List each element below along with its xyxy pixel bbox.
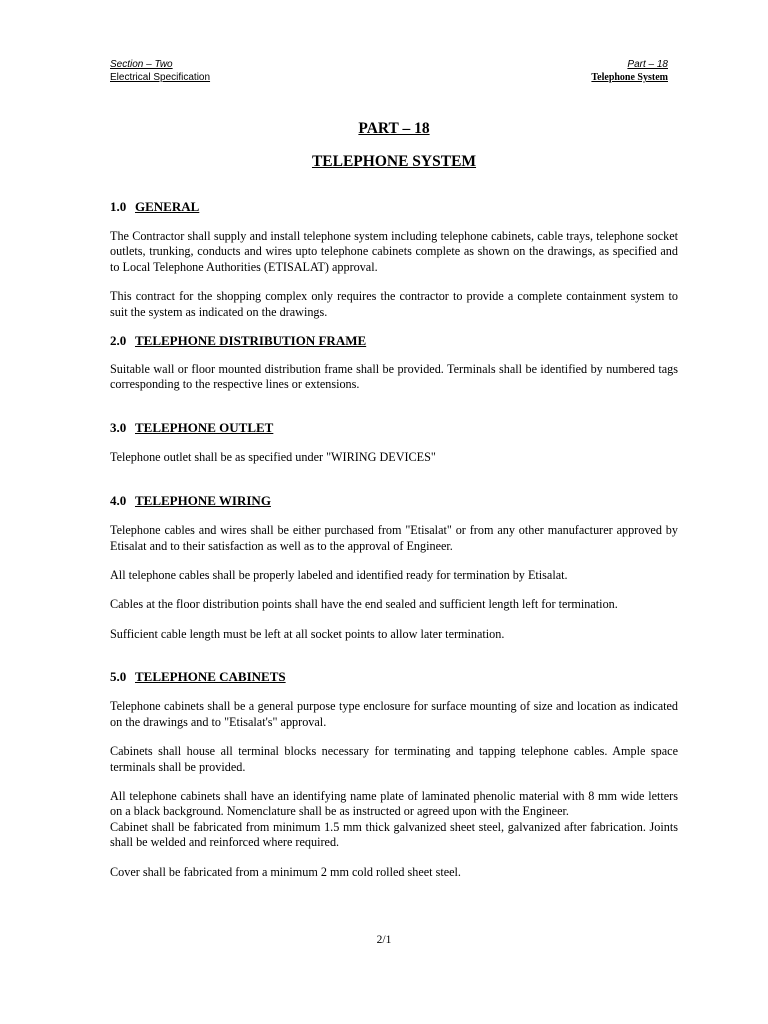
section-title: TELEPHONE WIRING bbox=[135, 493, 271, 509]
section-heading-general bbox=[110, 199, 678, 215]
paragraph: This contract for the shopping complex only requires the contractor to provide a complete containment system to suit the system as indicated on the drawings. bbox=[110, 289, 678, 319]
section-number: 3.0 bbox=[110, 419, 127, 435]
paragraph: Cover shall be fabricated from a minimum 2 mm cold rolled sheet steel. bbox=[110, 864, 461, 879]
header-part-label: Part – 18 bbox=[627, 59, 668, 70]
section-heading-outlet bbox=[110, 420, 678, 436]
header-spec-label: Electrical Specification bbox=[110, 72, 211, 83]
section-number: 1.0 bbox=[110, 199, 127, 214]
paragraph: Cabinets shall house all terminal blocks necessary for terminating and tapping telephone cables. Ample space terminals shall be provided. bbox=[110, 744, 678, 774]
section-heading-cabinets bbox=[110, 669, 678, 685]
part-title: PART – 18 bbox=[358, 120, 430, 137]
section-number: 5.0 bbox=[110, 669, 127, 685]
section-title: TELEPHONE DISTRIBUTION FRAME bbox=[135, 333, 367, 349]
section-title: GENERAL bbox=[135, 199, 200, 214]
paragraph: All telephone cabinets shall have an identifying name plate of laminated phenolic material with 8 mm wide letters on a black background. Nomenclature shall be as instructed or agreed upon with the Engineer. bbox=[110, 788, 678, 819]
paragraph: Suitable wall or floor mounted distribution frame shall be provided. Terminals shall be identified by numbered tags corresponding to the respective lines or extensions. bbox=[110, 362, 678, 392]
paragraph: Sufficient cable length must be left at all socket points to allow later termination. bbox=[110, 626, 505, 641]
section-heading-distribution-frame bbox=[110, 333, 678, 349]
section-number: 2.0 bbox=[110, 333, 127, 349]
section-title: TELEPHONE CABINETS bbox=[135, 669, 286, 685]
paragraph: All telephone cables shall be properly labeled and identified ready for termination by Etisalat. bbox=[110, 568, 568, 583]
section-heading-wiring bbox=[110, 493, 678, 509]
paragraph: Telephone outlet shall be as specified under "WIRING DEVICES" bbox=[110, 449, 436, 464]
page-header-row-2 bbox=[110, 71, 678, 84]
page-number: 2/1 bbox=[376, 934, 392, 946]
paragraph: Telephone cables and wires shall be either purchased from "Etisalat" or from any other manufacturer approved by Etisalat and to their satisfaction as well as to the approval of Engineer. bbox=[110, 523, 678, 553]
paragraph: Cables at the floor distribution points shall have the end sealed and sufficient length left for termination. bbox=[110, 597, 618, 612]
paragraph: Telephone cabinets shall be a general purpose type enclosure for surface mounting of size and location as indicated on the drawings and to "Etisalat's" approval. bbox=[110, 699, 678, 729]
system-title: TELEPHONE SYSTEM bbox=[311, 153, 477, 170]
header-system-label: Telephone System bbox=[591, 72, 668, 83]
section-number: 4.0 bbox=[110, 493, 127, 509]
paragraph: Cabinet shall be fabricated from minimum 1.5 mm thick galvanized sheet steel, galvanized after fabrication. Joints shall be welded and reinforced where required. bbox=[110, 819, 678, 850]
section-title: TELEPHONE OUTLET bbox=[135, 419, 274, 435]
document-page bbox=[110, 58, 678, 880]
page-header-row-1 bbox=[110, 58, 678, 71]
paragraph: The Contractor shall supply and install telephone system including telephone cabinets, cable trays, telephone socket outlets, trunking, conducts and wires upto telephone cabinets complete as shown on the drawings, as specified and to Local Telephone Authorities (ETISALAT) approval. bbox=[110, 229, 678, 274]
header-section-label: Section – Two bbox=[110, 59, 173, 70]
